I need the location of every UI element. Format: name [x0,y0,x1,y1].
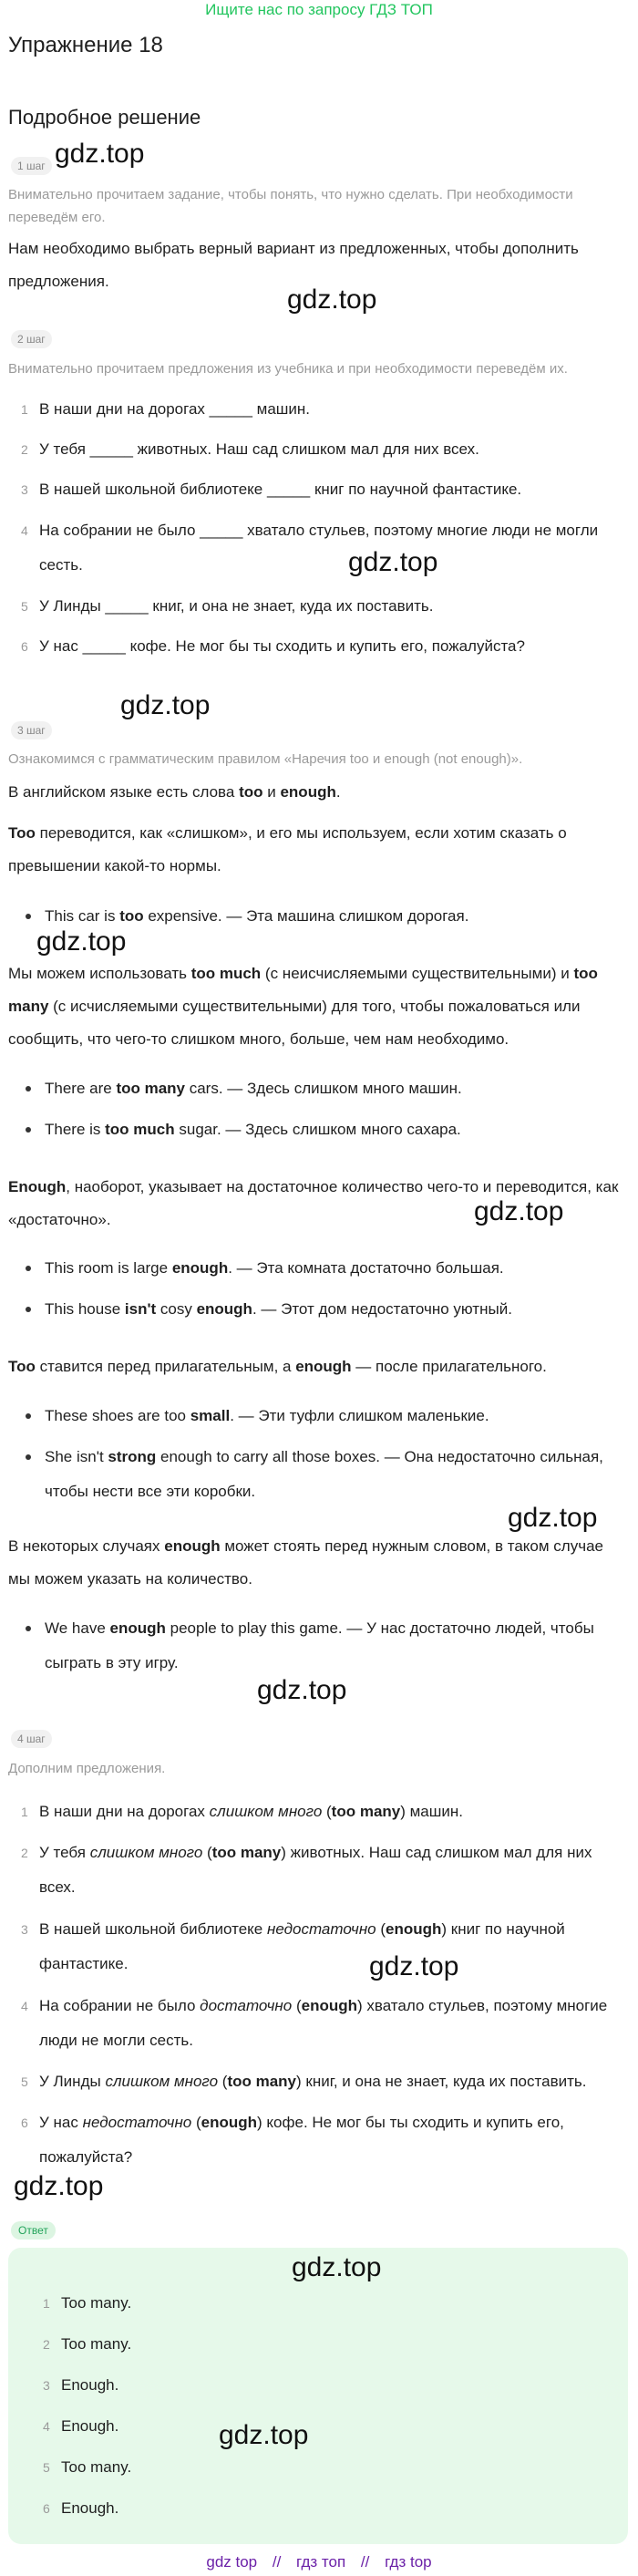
page-title: Упражнение 18 [8,33,163,57]
list-item: 4 На собрании не было _____ хватало стульев, поэтому многие люди не могли сесть. [21,522,599,574]
list-item: 5 У Линды _____ книг, и она не знает, куда их поставить. [21,597,434,615]
step4-list [8,1795,610,2175]
step3-position-rule: Too ставится перед прилагательным, а enough — после прилагательного. [8,1358,547,1375]
step4-instruction: Дополним предложения. [8,1761,166,1776]
step-badge-1: 1 шаг [11,157,52,175]
list-item: We have enough people to play this game. — У нас достаточно людей, чтобы сыграть в эту игру. [8,1611,628,1681]
watermark: gdz.top [257,1675,347,1705]
step3-quantity-rule: В некоторых случаях enough может стоять перед нужным словом, в таком случае мы можем указать на количество. [8,1537,603,1588]
watermark: gdz.top [120,690,211,720]
example-list [8,1399,628,1509]
list-item: This car is too expensive. — Эта машина слишком дорогая. [8,899,628,934]
list-item: 3 В нашей школьной библиотеке _____ книг по научной фантастике. [21,481,522,498]
watermark: gdz.top [348,547,438,577]
watermark: gdz.top [55,139,145,169]
list-item: These shoes are too small. — Эти туфли слишком маленькие. [8,1399,628,1433]
footer-link[interactable]: гдз top [385,2553,432,2571]
list-item: 4 Enough. [43,2417,119,2435]
step-badge-4: 4 шаг [11,1730,52,1748]
footer-separator: // [272,2553,282,2571]
list-item: 5 У Линды слишком много (too many) книг, и она не знает, куда их поставить. [21,2073,587,2090]
watermark: gdz.top [14,2171,104,2201]
list-item: She isn't strong enough to carry all those boxes. — Она недостаточно сильная, чтобы нести все эти коробки. [8,1440,628,1509]
example-list [8,1251,628,1327]
step3-intro: В английском языке есть слова too и enough. [8,783,341,801]
list-item: 1 Too many. [43,2294,132,2312]
list-item: This room is large enough. — Эта комната достаточно большая. [8,1251,628,1286]
step3-instruction: Ознакомимся с грамматическим правилом «Наречия too и enough (not enough)». [8,751,523,767]
example-list [8,1071,628,1147]
answer-badge: Ответ [11,2221,56,2240]
list-item: 5 Too many. [43,2458,132,2476]
step2-instruction: Внимательно прочитаем предложения из учебника и при необходимости переведём их. [8,361,568,377]
footer-link[interactable]: гдз топ [296,2553,346,2571]
footer-links [0,2551,638,2573]
step1-instruction: Внимательно прочитаем задание, чтобы понять, что нужно сделать. При необходимости переведём его. [8,187,573,225]
section-title: Подробное решение [8,106,201,129]
watermark: gdz.top [292,2252,382,2282]
list-item: 6 У нас недостаточно (enough) кофе. Не мог бы ты сходить и купить его, пожалуйста? [21,2114,564,2166]
step1-text: Нам необходимо выбрать верный вариант из предложенных, чтобы дополнить предложения. [8,240,579,290]
watermark: gdz.top [36,926,127,957]
step3-too-rule: Too переводится, как «слишком», и его мы используем, если хотим сказать о превышении какой-то нормы. [8,824,567,874]
watermark: gdz.top [219,2420,309,2450]
watermark: gdz.top [369,1951,459,1981]
list-item: 4 На собрании не было достаточно (enough) хватало стульев, поэтому многие люди не могли сесть. [21,1997,608,2049]
footer-link[interactable]: gdz top [206,2553,258,2571]
list-item: 2 Too many. [43,2335,132,2353]
answer-list [8,2287,628,2525]
list-item: 2 У тебя слишком много (too many) животных. Наш сад слишком мал для них всех. [21,1844,592,1896]
list-item: 1 В наши дни на дорогах слишком много (too many) машин. [21,1803,464,1820]
footer-separator: // [360,2553,370,2571]
list-item: This house isn't cosy enough. — Этот дом недостаточно уютный. [8,1292,628,1327]
list-item: There are too many cars. — Здесь слишком много машин. [8,1071,628,1106]
watermark: gdz.top [474,1196,564,1226]
list-item: There is too much sugar. — Здесь слишком много сахара. [8,1112,628,1147]
list-item: 6 Enough. [43,2499,119,2517]
step-badge-3: 3 шаг [11,721,52,740]
step-badge-2: 2 шаг [11,330,52,348]
step3-too-much-rule: Мы можем использовать too much (с неисчисляемыми существительными) и too many (с исчисляемыми существительными) для того, чтобы пожаловаться или сообщить, что чего-то слишком много, больше, чем нам необходимо. [8,965,598,1048]
list-item: 6 У нас _____ кофе. Не мог бы ты сходить и купить его, пожалуйста? [21,637,525,655]
watermark: gdz.top [508,1503,598,1533]
list-item: 3 В нашей школьной библиотеке недостаточно (enough) книг по научной фантастике. [21,1920,565,1972]
list-item: 2 У тебя _____ животных. Наш сад слишком мал для них всех. [21,440,479,458]
step3-enough-rule: Enough, наоборот, указывает на достаточное количество чего-то и переводится, как «достаточно». [8,1178,619,1228]
example-list [8,1611,628,1681]
list-item: 3 Enough. [43,2376,119,2394]
top-search-link[interactable]: Ищите нас по запросу ГДЗ ТОП [205,1,433,18]
list-item: 1 В наши дни на дорогах _____ машин. [21,400,311,418]
step2-list [8,393,628,663]
watermark: gdz.top [287,284,377,315]
